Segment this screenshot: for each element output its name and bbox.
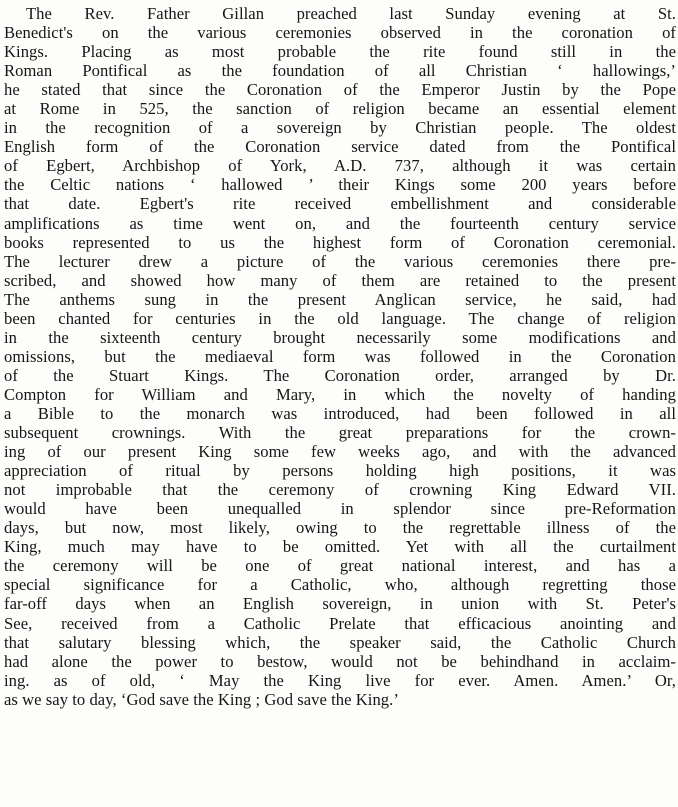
article-line: days, but now, most likely, owing to the regrettable illness of the <box>4 518 676 538</box>
article-line: amplifications as time went on, and the fourteenth century service <box>4 213 676 233</box>
article-line: would have been unequalled in splendor since pre-Reformation <box>4 499 676 519</box>
article-line: far-off days when an English sovereign, in union with St. Peter's <box>4 594 676 614</box>
article-line: that salutary blessing which, the speaker said, the Catholic Church <box>4 632 676 652</box>
article-line: Roman Pontifical as the foundation of all Christian ‘ hallowings,’ <box>4 61 676 81</box>
article-line: subsequent crownings. With the great preparations for the crown- <box>4 423 676 443</box>
article-line: the Celtic nations ‘ hallowed ’ their Kings some 200 years before <box>4 175 676 195</box>
article-line: had alone the power to bestow, would not be behindhand in acclaim- <box>4 651 676 671</box>
article-line: See, received from a Catholic Prelate that efficacious anointing and <box>4 613 676 633</box>
article-line: appreciation of ritual by persons holding high positions, it was <box>4 461 676 481</box>
article-line: special significance for a Catholic, who, although regretting those <box>4 575 676 595</box>
article-line: of Egbert, Archbishop of York, A.D. 737, although it was certain <box>4 156 676 176</box>
article-column <box>4 4 676 709</box>
article-line: a Bible to the monarch was introduced, had been followed in all <box>4 403 676 423</box>
article-line: books represented to us the highest form of Coronation ceremonial. <box>4 232 676 252</box>
article-line: of the Stuart Kings. The Coronation order, arranged by Dr. <box>4 365 676 385</box>
article-line: scribed, and showed how many of them are retained to the present <box>4 270 676 290</box>
article-line: not improbable that the ceremony of crowning King Edward VII. <box>4 480 676 500</box>
article-line: he stated that since the Coronation of the Emperor Justin by the Pope <box>4 80 676 100</box>
article-line: The anthems sung in the present Anglican service, he said, had <box>4 289 676 309</box>
article-line: omissions, but the mediaeval form was followed in the Coronation <box>4 346 676 366</box>
article-line: English form of the Coronation service dated from the Pontifical <box>4 137 676 157</box>
article-line: in the sixteenth century brought necessarily some modifications and <box>4 327 676 347</box>
article-line: as we say to day, ‘God save the King ; God save the King.’ <box>4 689 399 709</box>
article-line: King, much may have to be omitted. Yet with all the curtailment <box>4 537 676 557</box>
article-line: The lecturer drew a picture of the various ceremonies there pre- <box>4 251 676 271</box>
article-line: that date. Egbert's rite received embellishment and considerable <box>4 194 676 214</box>
article-line: at Rome in 525, the sanction of religion became an essential element <box>4 99 676 119</box>
article-line: the ceremony will be one of great national interest, and has a <box>4 556 676 576</box>
article-line: Compton for William and Mary, in which the novelty of handing <box>4 384 676 404</box>
article-line: in the recognition of a sovereign by Christian people. The oldest <box>4 118 676 138</box>
article-line: been chanted for centuries in the old language. The change of religion <box>4 308 676 328</box>
article-line: Benedict's on the various ceremonies observed in the coronation of <box>4 23 676 43</box>
article-line: Kings. Placing as most probable the rite found still in the <box>4 42 676 62</box>
article-line: ing of our present King some few weeks ago, and with the advanced <box>4 442 676 462</box>
article-line: ing. as of old, ‘ May the King live for ever. Amen. Amen.’ Or, <box>4 670 676 690</box>
article-line: The Rev. Father Gillan preached last Sunday evening at St. <box>26 4 676 23</box>
